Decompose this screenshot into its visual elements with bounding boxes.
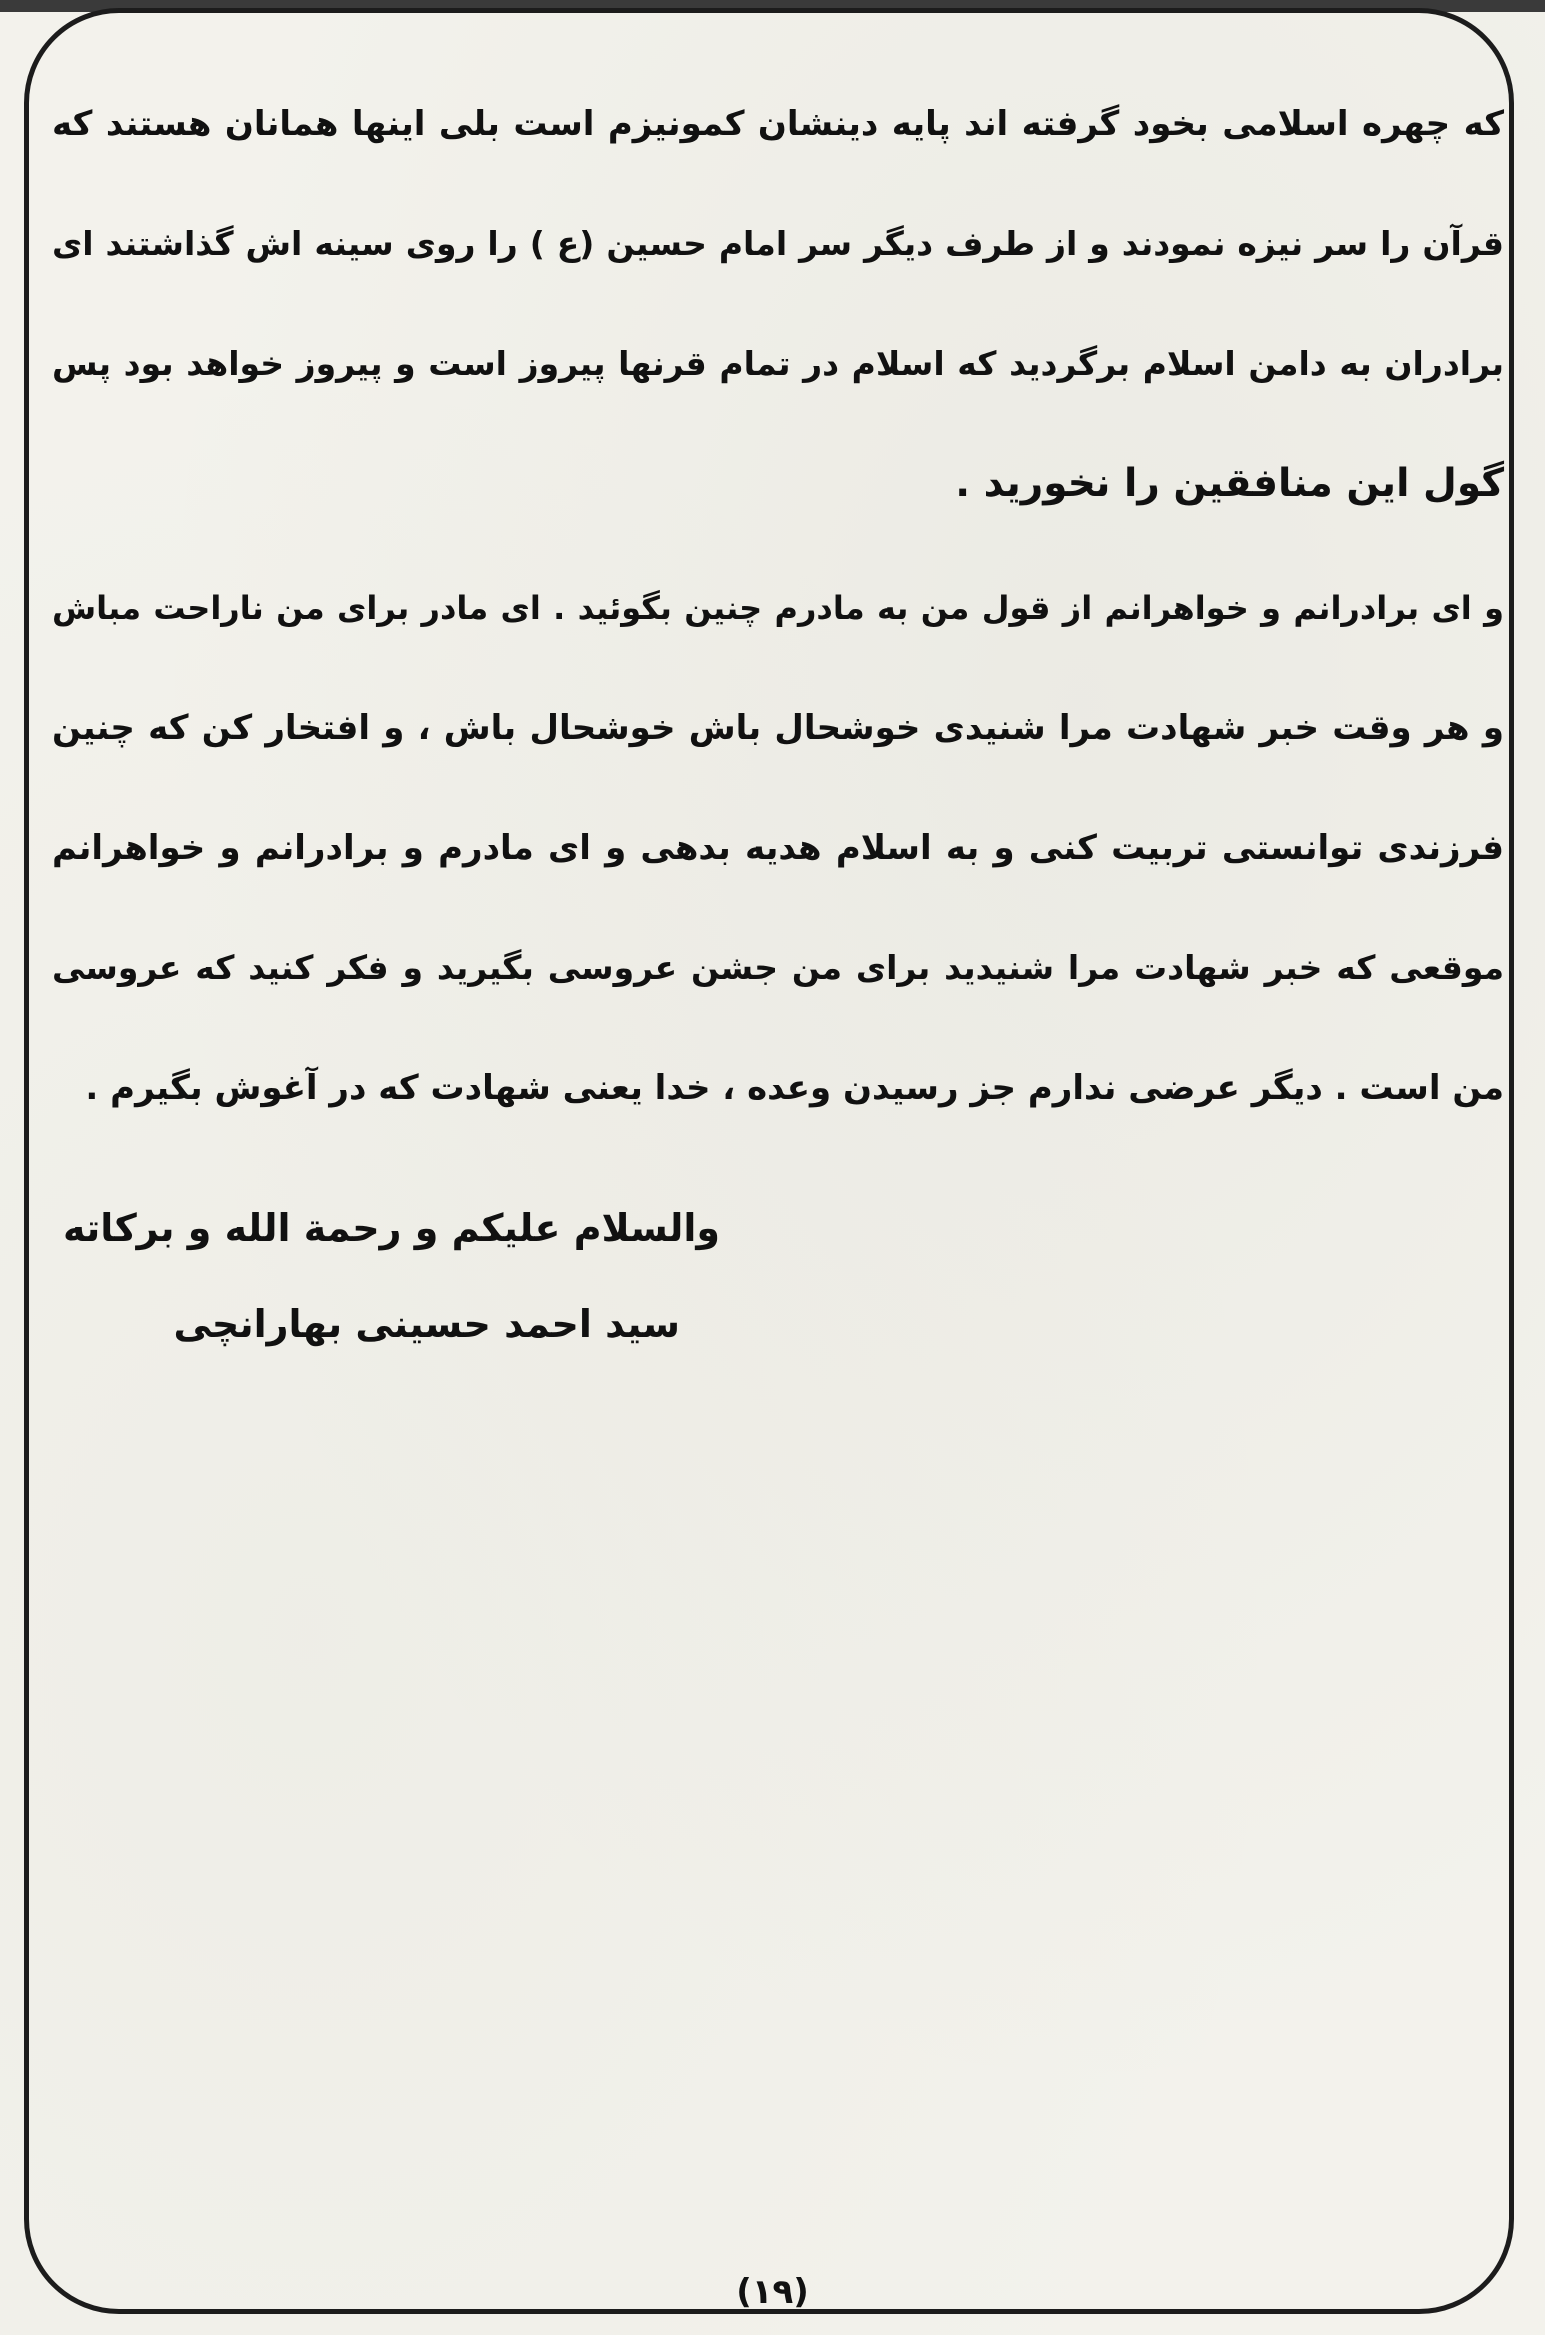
paragraph-2 (52, 584, 1504, 1184)
text-line: که چهره اسلامی بخود گرفته اند پایه دینشان کمونیزم است بلی اینها همانان هستند که (52, 104, 1504, 144)
text-line: من است . دیگر عرضی ندارم جز رسیدن وعده ، خدا یعنی شهادت که در آغوش بگیرم . (85, 1068, 1504, 1108)
text-line: قرآن را سر نیزه نمودند و از طرف دیگر سر امام حسین (ع ) را روی سینه اش گذاشتند ای (52, 224, 1504, 263)
text-line: برادران به دامن اسلام برگردید که اسلام در تمام قرنها پیروز است و پیروز خواهد بود پس (52, 344, 1504, 383)
text-line: موقعی که خبر شهادت مرا شنیدید برای من جشن عروسی بگیرید و فکر کنید که عروسی (52, 948, 1504, 987)
text-line: فرزندی توانستی تربیت کنی و به اسلام هدیه بدهی و ای مادرم و برادرانم و خواهرانم (52, 828, 1504, 868)
text-line: و ای برادرانم و خواهرانم از قول من به مادرم چنین بگوئید . ای مادر برای من ناراحت مباش (52, 589, 1504, 627)
text-line: گول این منافقین را نخورید . (955, 461, 1504, 506)
closing-block (62, 1180, 720, 1372)
paragraph-1 (52, 100, 1504, 580)
page-number: (۱۹) (736, 2272, 809, 2312)
text-line: و هر وقت خبر شهادت مرا شنیدی خوشحال باش خوشحال باش ، و افتخار کن که چنین (52, 708, 1504, 748)
letter-body (52, 100, 1504, 1184)
signature: سید احمد حسینی بهارانچی (173, 1302, 680, 1346)
salutation: والسلام علیکم و رحمة الله و برکاته (62, 1206, 720, 1250)
